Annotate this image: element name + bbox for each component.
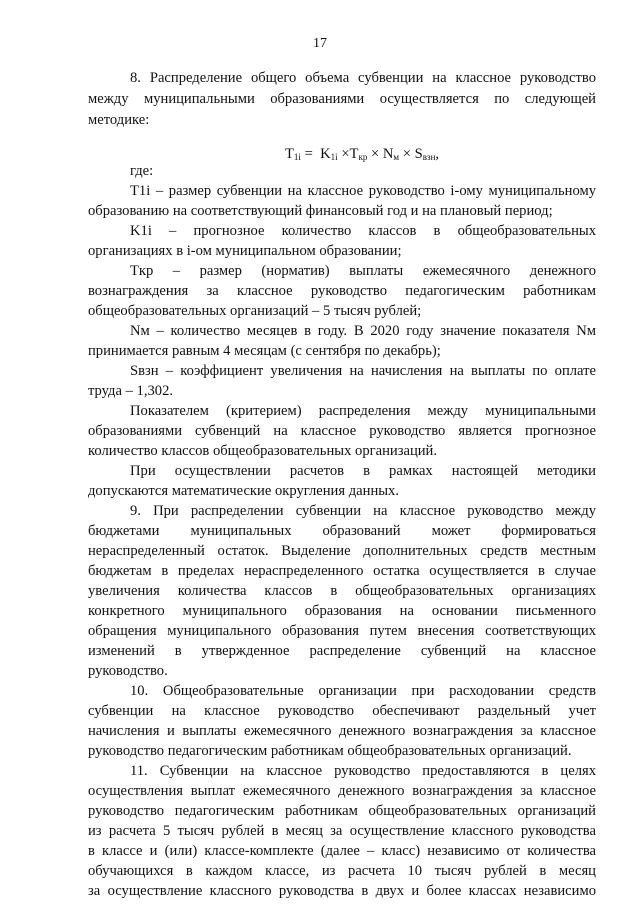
text-line: обращения муниципального образования путем внесения соответствующих (88, 623, 596, 639)
text-line: принимается равным 4 месяцам (с сентября по декабрь); (88, 343, 441, 359)
text-line: труда – 1,302. (88, 383, 174, 399)
text-line: нераспределенный остаток. Выделение дополнительных средств местным (88, 543, 596, 559)
text-line: бюджетами муниципальных образований может формироваться (88, 523, 596, 539)
text-line: где: (130, 163, 154, 179)
text-line: Sвзн – коэффициент увеличения на начисления на выплаты по оплате (130, 363, 596, 379)
text-line: Показателем (критерием) распределения между муниципальными (130, 403, 596, 419)
text-line: методике: (88, 112, 150, 128)
text-line: образованию на соответствующий финансовый год и на плановый период; (88, 203, 553, 219)
text-line: образованиями субвенций на классное руководство является прогнозное (88, 423, 596, 439)
text-line: вознаграждения за классное руководство педагогическим работникам (88, 283, 596, 299)
text-line: осуществления выплат ежемесячного денежного вознаграждения за классное (88, 783, 596, 799)
text-line: руководство педагогическим работникам общеобразовательных организаций (88, 803, 596, 819)
text-line: за осуществление классного руководства в двух и более классах независимо (88, 883, 596, 899)
text-line: увеличения количества классов в общеобразовательных организациях (88, 583, 596, 599)
text-line: в классе и (или) классе-комплекте (далее – класс) независимо от количества (88, 843, 596, 859)
text-line: руководство. (88, 663, 168, 679)
text-line: количество классов общеобразовательных организаций. (88, 443, 438, 459)
text-line: начисления и выплаты ежемесячного денежного вознаграждения за классное (88, 723, 596, 739)
text-line: руководство педагогическим работникам общеобразовательных организаций. (88, 743, 572, 759)
text-line: допускаются математические округления данных. (88, 483, 400, 499)
text-line: 9. При распределении субвенции на классное руководство между (130, 503, 596, 519)
text-line: общеобразовательных организаций – 5 тысяч рублей; (88, 303, 422, 319)
text-line: организациях в i-ом муниципальном образовании; (88, 243, 402, 259)
text-line: T1i – размер субвенции на классное руководство i-ому муниципальному (130, 183, 596, 199)
text-line: При осуществлении расчетов в рамках настоящей методики (130, 463, 596, 479)
text-line: изменений в утвержденное распределение субвенций на классное (88, 643, 596, 659)
text-line: конкретного муниципального образования на основании письменного (88, 603, 596, 619)
text-line: K1i – прогнозное количество классов в общеобразовательных (130, 223, 596, 239)
formula: $T_{1i} = K_{1i} \times T_{кр} \times N_м \times S_{взн}$, (285, 146, 440, 162)
text-line: Tкр – размер (норматив) выплаты ежемесячного денежного (130, 263, 596, 279)
text-line: 11. Субвенции на классное руководство предоставляются в целях (130, 763, 596, 779)
text-line: между муниципальными образованиями осуществляется по следующей (88, 91, 596, 107)
text-line: обучающихся в каждом классе, из расчета 10 тысяч рублей в месяц (88, 863, 596, 879)
text-line: из расчета 5 тысяч рублей в месяц за осуществление классного руководства (88, 823, 596, 839)
text-line: 10. Общеобразовательные организации при расходовании средств (130, 683, 596, 699)
text-line: бюджетам в пределах нераспределенного остатка осуществляется в случае (88, 563, 596, 579)
page-number: 17 (313, 36, 327, 51)
text-line: Nм – количество месяцев в году. В 2020 году значение показателя Nм (130, 323, 596, 339)
text-line: 8. Распределение общего объема субвенции на классное руководство (130, 70, 596, 86)
text-line: субвенции на классное руководство обеспечивают раздельный учет (88, 703, 596, 719)
